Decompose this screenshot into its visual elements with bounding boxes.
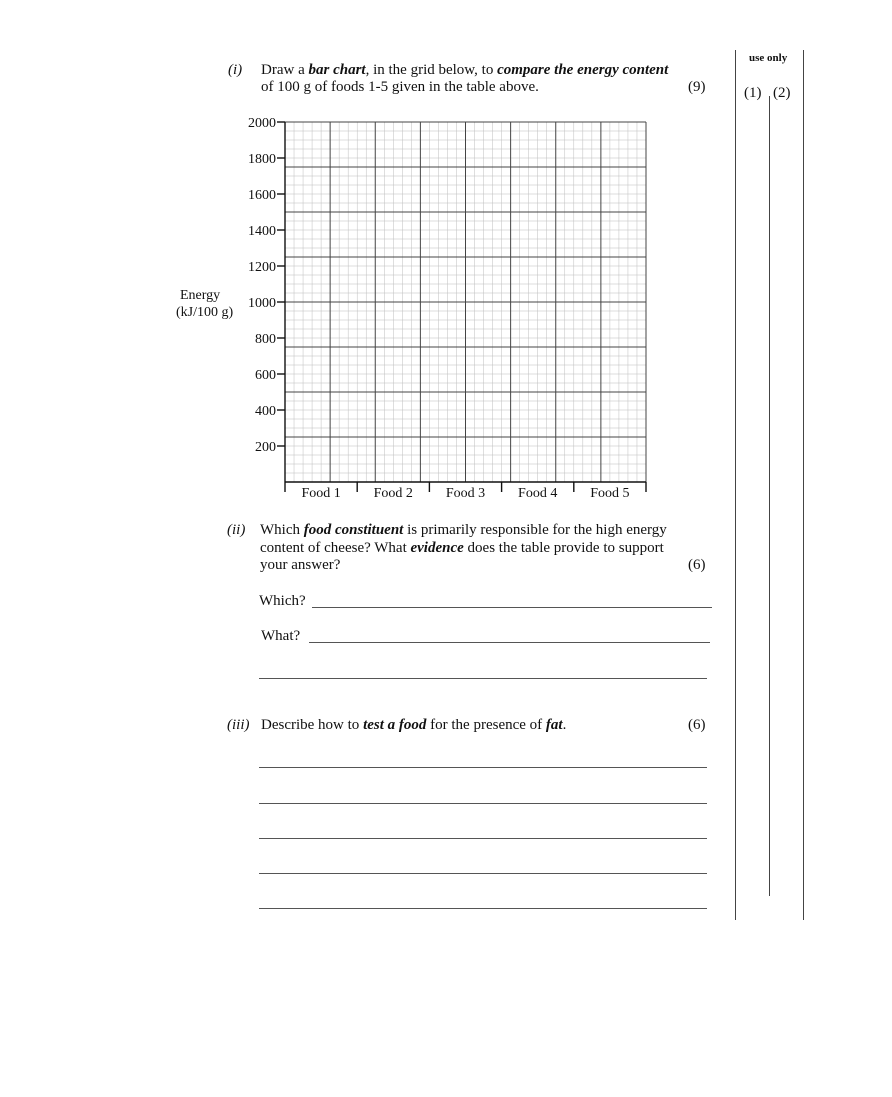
y-tick-label: 400 (255, 404, 276, 419)
margin-line-mid (769, 96, 770, 896)
q-ii-marks: (6) (688, 557, 706, 573)
margin-line-right (803, 50, 804, 920)
use-only-label: use only (749, 52, 788, 64)
y-tick-label: 1200 (248, 260, 276, 275)
iii-answer-line-2[interactable] (259, 803, 707, 804)
which-answer-line[interactable] (312, 607, 712, 608)
ii-answer-line-3[interactable] (259, 678, 707, 679)
q-ii-line1 (260, 522, 667, 539)
y-tick-label: 1400 (248, 224, 276, 239)
q-iii-text-a: Describe how to (261, 717, 364, 733)
q-i-text-d: compare the energy content (497, 62, 669, 78)
y-axis-label-line2: (kJ/100 g) (176, 305, 234, 320)
x-category-label: Food 5 (590, 486, 630, 501)
margin-col-1: (1) (744, 85, 762, 101)
y-tick-label: 1000 (248, 296, 276, 311)
q-ii-text-d: content of cheese? What (260, 540, 411, 556)
which-label: Which? (259, 593, 306, 609)
q-i-text-b: bar chart (308, 62, 366, 78)
q-i-marks: (9) (688, 79, 706, 95)
y-tick-label: 600 (255, 368, 276, 383)
q-iii-text-e: . (562, 717, 567, 733)
x-category-label: Food 4 (518, 486, 558, 501)
y-ticks (248, 116, 285, 455)
q-ii-line2 (260, 540, 664, 557)
q-i-line2: of 100 g of foods 1-5 given in the table above. (261, 79, 539, 95)
x-category-label: Food 2 (373, 486, 413, 501)
y-tick-label: 800 (255, 332, 276, 347)
q-iii-text-b: test a food (363, 717, 427, 733)
q-i-number: (i) (228, 62, 243, 78)
q-ii-text-f: does the table provide to support (463, 540, 664, 556)
q-ii-number: (ii) (227, 522, 246, 538)
q-i-text-c: , in the grid below, to (365, 62, 498, 78)
margin-col-2: (2) (773, 85, 791, 101)
y-tick-label: 200 (255, 440, 276, 455)
q-iii-marks: (6) (688, 717, 706, 733)
iii-answer-line-3[interactable] (259, 838, 707, 839)
q-iii-line (261, 717, 566, 734)
margin-line-left (735, 50, 736, 920)
what-label: What? (261, 628, 301, 644)
x-category-label: Food 1 (301, 486, 341, 501)
y-tick-label: 1800 (248, 152, 276, 167)
bar-chart-grid[interactable] (230, 110, 660, 505)
y-tick-label: 1600 (248, 188, 276, 203)
q-ii-text-a: Which (260, 522, 304, 538)
q-ii-text-e: evidence (410, 540, 464, 556)
q-i-line1 (261, 62, 668, 79)
q-iii-text-d: fat (545, 717, 563, 733)
y-axis-label-line1: Energy (180, 288, 221, 303)
q-iii-text-c: for the presence of (426, 717, 546, 733)
q-ii-text-c: is primarily responsible for the high energy (403, 522, 667, 538)
iii-answer-line-4[interactable] (259, 873, 707, 874)
q-ii-line3: your answer? (260, 557, 341, 573)
x-categories (285, 482, 646, 501)
what-answer-line[interactable] (309, 642, 710, 643)
iii-answer-line-5[interactable] (259, 908, 707, 909)
y-tick-label: 2000 (248, 116, 276, 131)
x-category-label: Food 3 (445, 486, 486, 501)
q-ii-text-b: food constituent (303, 522, 404, 538)
q-iii-number: (iii) (227, 717, 250, 733)
iii-answer-line-1[interactable] (259, 767, 707, 768)
q-i-text-a: Draw a (261, 62, 309, 78)
